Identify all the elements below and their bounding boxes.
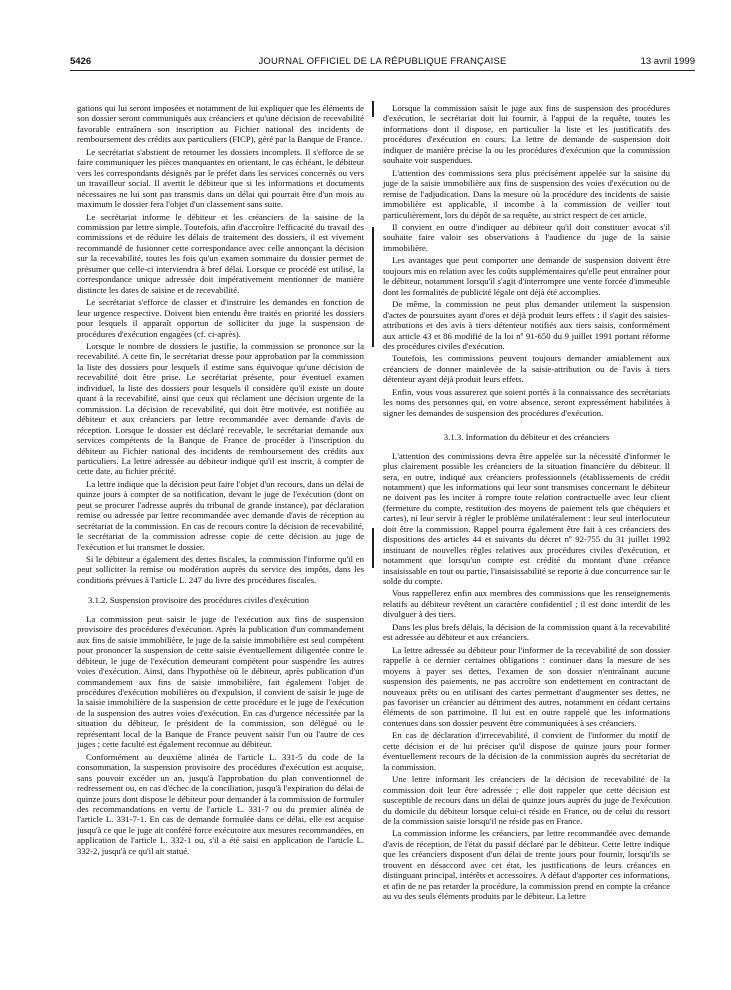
paragraph: Les avantages que peut comporter une demande de suspension doivent être toujours mis en relation avec les coûts supplémentaires qu'elle peut entraîner pour le débiteur, notamment lorsqu'il s'agit d'interrompre une vente forcée d'immeuble dont les formalités de publicité légale ont déjà été accomplies.	[383, 255, 670, 297]
paragraph: La commission peut saisir le juge de l'exécution aux fins de suspension provisoire des procédures d'exécution. Après la publication d'un commandement aux fins de saisie immobilière, le juge de la saisie immobilière est seul compétent pour prononcer la suspension de cette saisie éventuellement diligentée contre le débiteur, le juge de l'exécution demeurant compétent pour suspendre les autres voies d'exécution. Ainsi, dans l'hypothèse où le débiteur, après publication d'un commandement aux fins de saisie immobilière, fait également l'objet de procédures d'exécution mobilières ou d'expulsion, il convient de saisir le juge de la saisie immobilière de la suspension de cette procédure et le juge de l'exécution de la suspension des autres voies d'exécution. En cas d'urgence nécessitée par la situation du débiteur, le président de la commission, son délégué ou le représentant local de la Banque de France peuvent saisir l'un ou l'autre de ces juges ; cette faculté est également reconnue au débiteur.	[77, 613, 364, 750]
right-column	[383, 103, 670, 904]
paragraph: Il convient en outre d'indiquer au débiteur qu'il doit constituer avocat s'il souhaite faire valoir ses observations à l'audience du juge de la saisie immobilière.	[383, 221, 670, 253]
paragraph: Dans les plus brefs délais, la décision de la commission quant à la recevabilité est adressée au débiteur et aux créanciers.	[383, 621, 670, 643]
paragraph: gations qui lui seront imposées et notamment de lui expliquer que les éléments de son dossier seront communiqués aux créanciers et qu'une décision de recevabilité favorable entraînera son inscription au Fichier national des incidents de remboursement des crédits aux particuliers (FICP), géré par la Banque de France.	[77, 103, 364, 145]
publication-date: 13 avril 1999	[640, 56, 695, 67]
section-heading: 3.1.3. Information du débiteur et des créanciers	[443, 432, 610, 443]
paragraph: Une lettre informant les créanciers de la décision de recevabilité de la commission doit leur être adressée ; elle doit rappeler que cette décision est susceptible de recours dans un délai de quinze jours auprès du juge de l'exécution du domicile du débiteur lorsque celui-ci réside en France, ou de celui du ressort de la commission saisie lorsqu'il ne réside pas en France.	[383, 774, 670, 826]
page-header	[70, 56, 695, 70]
paragraph: Si le débiteur a également des dettes fiscales, la commission l'informe qu'il en peut solliciter la remise ou modération auprès du service des impôts, dans les conditions prévues à l'article L. 247 du livre des procédures fiscales.	[77, 554, 364, 585]
paragraph: La commission informe les créanciers, par lettre recommandée avec demande d'avis de réception, de l'état du passif déclaré par le débiteur. Cette lettre indique que les créanciers disposent d'un délai de trente jours pour fournir, lorsqu'ils se trouvent en désaccord avec cet état, les justifications de leurs créances en distinguant principal, intérêts et accessoires. A défaut d'apporter ces informations, et afin de ne pas retarder la procédure, la commission prend en compte la créance au vu des seuls éléments produits par le débiteur. La lettre	[383, 828, 670, 902]
paragraph: Enfin, vous vous assurerez que soient portés à la connaissance des secrétariats les noms des personnes qui, en votre absence, seront expressément habilitées à signer les demandes de suspension des procédures d'exécution.	[383, 386, 670, 418]
paragraph: Le secrétariat informe le débiteur et les créanciers de la saisine de la commission par lettre simple. Toutefois, afin d'accroître l'efficacité du travail des commissions et de réduire les délais de traitement des dossiers, il est vivement recommandé de fusionner cette correspondance avec celle annonçant la décision sur la recevabilité, toutes les fois qu'un examen sommaire du dossier permet de présumer que celle-ci interviendra à bref délai. Lorsque ce procédé est utilisé, la correspondance unique adressée doit impérativement mentionner de manière distincte les dates de saisine et de recevabilité.	[77, 211, 364, 295]
paragraph: La lettre adressée au débiteur pour l'informer de la recevabilité de son dossier rappelle à ce dernier certaines obligations : continuer dans la mesure de ses moyens à payer ses dettes, l'examen de son dossier n'entraînant aucune suspension des paiements, ne pas accroître son endettement en contractant de nouveaux prêts ou en utilisant des cartes permettant d'augmenter ses dettes, ne pas favoriser un créancier au détriment des autres, notamment en cédant certains éléments de son patrimoine. Il lui est en outre rappelé que les informations contenues dans son dossier peuvent être communiquées à ses créanciers.	[383, 644, 670, 728]
paragraph: En cas de déclaration d'irrecevabilité, il convient de l'informer du motif de cette décision et de lui préciser qu'il dispose de quinze jours pour former éventuellement recours de la décision de la commission auprès du secrétariat de la commission.	[383, 730, 670, 772]
header-rule	[70, 70, 695, 71]
paragraph: Conformément au deuxième alinéa de l'article L. 331-5 du code de la consommation, la suspension provisoire des procédures d'exécution est acquise, sans pouvoir excéder un an, jusqu'à l'approbation du plan conventionnel de redressement ou, en cas d'échec de la conciliation, jusqu'à l'expiration du délai de quinze jours dont dispose le débiteur pour demander à la commission de formuler des recommandations en vertu de l'article L. 331-7 ou du premier alinéa de l'article L. 331-7-1. En cas de demande formulée dans ce délai, elle est acquise jusqu'à ce que le juge ait conféré force exécutoire aux mesures recommandées, en application de l'article L. 332-1 ou, s'il a été saisi en application de l'article L. 332-2, jusqu'à ce qu'il ait statué.	[77, 751, 364, 856]
revision-bar	[372, 227, 374, 347]
paragraph: La lettre indique que la décision peut faire l'objet d'un recours, dans un délai de quinze jours à compter de sa notification, devant le juge de l'exécution (dont on peut se procurer l'adresse auprès du tribunal de grande instance), par déclaration remise ou adressée par lettre recommandée avec demande d'avis de réception au secrétariat de la commission. En cas de recours contre la décision de recevabilité, le secrétariat de la commission adresse copie de cette décision au juge de l'exécution et lui transmet le dossier.	[77, 478, 364, 552]
paragraph: Le secrétariat s'efforce de classer et d'instruire les demandes en fonction de leur urgence respective. Doivent bien entendu être traités en priorité les dossiers pour lesquels il apparaît opportun de solliciter du juge la suspension de procédures d'exécution engagées (cf. ci-après).	[77, 297, 364, 339]
section-heading: 3.1.2. Suspension provisoire des procédures civiles d'exécution	[88, 595, 310, 606]
paragraph: Toutefois, les commissions peuvent toujours demander amiablement aux créanciers de donner mainlevée de la saisie-attribution ou de l'avis à tiers détenteur ayant déjà produit leurs effets.	[383, 353, 670, 385]
journal-title: JOURNAL OFFICIEL DE LA RÉPUBLIQUE FRANÇAISE	[258, 56, 507, 67]
page-number: 5426	[70, 56, 92, 67]
paragraph: Le secrétariat s'abstient de retourner les dossiers incomplets. Il s'efforce de se faire communiquer les pièces manquantes en orientant, le cas échéant, le débiteur vers les correspondants désignés par le préfet dans les services concernés ou vers un travailleur social. Il avertit le débiteur que si les informations et documents nécessaires ne lui sont pas transmis dans un délai qui pourrait être d'un mois au maximum le dossier fera l'objet d'un classement sans suite.	[77, 146, 364, 210]
paragraph: De même, la commission ne peut plus demander utilement la suspension d'actes de poursuites ayant d'ores et déjà produit leurs effets : il s'agit des saisies-attributions et des avis à tiers détenteur notifiés aux tiers saisis, conformément aux article 43 et 86 modifié de la loi nº 91-650 du 9 juillet 1991 portant réforme des procédures civiles d'exécution.	[383, 299, 670, 351]
paragraph: Lorsque la commission saisit le juge aux fins de suspension des procédures d'exécution, le secrétariat doit lui fournir, à l'appui de la requête, toutes les informations dont il dispose, en particulier la liste et les justificatifs des procédures d'exécution en cours. La lettre de demande de suspension doit indiquer de manière précise la ou les procédures d'exécution que la commission souhaite voir suspendues.	[383, 103, 670, 166]
revision-bar	[372, 528, 374, 568]
left-column	[77, 103, 364, 858]
paragraph: Lorsque le nombre de dossiers le justifie, la commission se prononce sur la recevabilité. A cette fin, le secrétariat dresse pour approbation par la commission la liste des dossiers pour lesquels il estime sans équivoque qu'une décision de recevabilité doit être prise. Le secrétariat présente, pour éventuel examen individuel, la liste des dossiers pour lesquels il considère qu'il existe un doute quant à la recevabilité, ainsi que ceux qui réclament une décision urgente de la commission. La décision de recevabilité, qui doit être motivée, est notifiée au débiteur et aux créanciers par lettre recommandée avec demande d'avis de réception. Lorsque le dossier est déclaré recevable, le secrétariat demande aux services compétents de la Banque de France de procéder à l'inscription du débiteur au Fichier national des incidents de remboursement des crédits aux particuliers. La lettre adressée au débiteur indique qu'il est inscrit, à compter de cette date, au fichier précité.	[77, 340, 364, 477]
paragraph: Vous rappellerez enfin aux membres des commissions que les renseignements relatifs au débiteur revêtent un caractère confidentiel ; il est donc interdit de les divulguer à des tiers.	[383, 588, 670, 620]
paragraph: L'attention des commissions devra être appelée sur la nécessité d'informer le plus clairement possible les créanciers de la situation financière du débiteur. Il sera, en outre, indiqué aux créanciers professionnels (établissements de crédit notamment) que les informations qui leur sont transmises concernant le débiteur ne doivent pas les inciter à rompre toute relation contractuelle avec leur client (fermeture du compte, restitution des moyens de paiement tels que chéquiers et cartes), ni leur servir à régler le problème unilatéralement : leur seul interlocuteur doit être la commission. Rappel pourra également être fait à ces créanciers des dispositions des articles 44 et suivants du décret nº 92-755 du 31 juillet 1992 instituant de nouvelles règles relatives aux procédures civiles d'exécution, et notamment que lorsqu'un compte est crédité du montant d'une créance insaisissable en tout ou partie, l'insaisissabilité se reporte à due concurrence sur le solde du compte.	[383, 450, 670, 587]
revision-bar	[372, 101, 374, 117]
paragraph: L'attention des commissions sera plus précisément appelée sur la saisine du juge de la saisie immobilière aux fins de suspension des voies d'exécution ou de remise de l'adjudication. Dans la mesure où la procédure des incidents de saisie immobilière est applicable, il incombe à la commission de veiller tout particulièrement, lors du dépôt de sa requête, au strict respect de cet article.	[383, 167, 670, 220]
